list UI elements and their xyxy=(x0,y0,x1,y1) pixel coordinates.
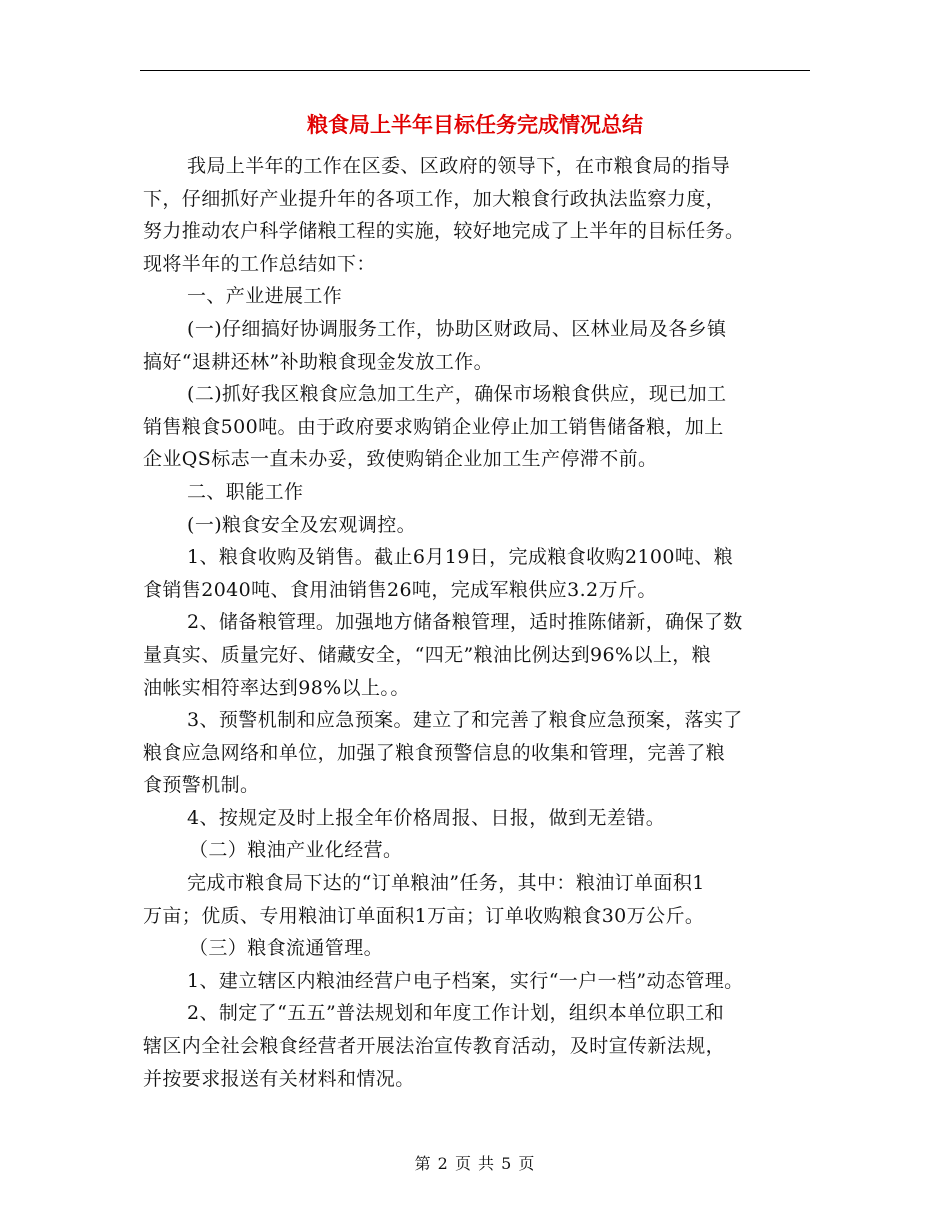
body-line: 努力推动农户科学储粮工程的实施，较好地完成了上半年的目标任务。 xyxy=(143,220,745,243)
body-line: 搞好“退耕还林”补助粮食现金发放工作。 xyxy=(143,350,494,373)
body-line: 企业QS标志一直未办妥，致使购销企业加工生产停滞不前。 xyxy=(143,448,658,471)
section-heading: 一、产业进展工作 xyxy=(187,285,343,308)
subsection-heading: (一)粮食安全及宏观调控。 xyxy=(187,513,417,536)
body-line: 现将半年的工作总结如下： xyxy=(143,252,376,275)
body-line: 并按要求报送有关材料和情况。 xyxy=(143,1067,415,1090)
document-body xyxy=(143,150,823,1095)
subsection-heading: （二）粮油产业化经营。 xyxy=(189,839,403,862)
body-line: 量真实、质量完好、储藏安全，“四无”粮油比例达到96%以上，粮 xyxy=(143,643,712,666)
body-line: (一)仔细搞好协调服务工作，协助区财政局、区林业局及各乡镇 xyxy=(187,317,727,340)
body-line: 食销售2040吨、食用油销售26吨，完成军粮供应3.2万斤。 xyxy=(143,578,657,601)
body-line: 4、按规定及时上报全年价格周报、日报，做到无差错。 xyxy=(187,806,666,829)
body-line: 销售粮食500吨。由于政府要求购销企业停止加工销售储备粮，加上 xyxy=(143,415,724,438)
body-line: 3、预警机制和应急预案。建立了和完善了粮食应急预案，落实了 xyxy=(187,709,743,732)
body-line: 万亩；优质、专用粮油订单面积1万亩；订单收购粮食30万公斤。 xyxy=(143,904,705,927)
subsection-heading: （三）粮食流通管理。 xyxy=(189,937,384,960)
body-line: 完成市粮食局下达的“订单粮油”任务，其中：粮油订单面积1 xyxy=(187,872,705,895)
document-title: 粮食局上半年目标任务完成情况总结 xyxy=(307,112,643,137)
section-heading: 二、职能工作 xyxy=(187,480,304,503)
body-line: 粮食应急网络和单位，加强了粮食预警信息的收集和管理，完善了粮 xyxy=(143,741,726,764)
body-line: (二)抓好我区粮食应急加工生产，确保市场粮食供应，现已加工 xyxy=(187,383,727,406)
body-line: 油帐实相符率达到98%以上。。 xyxy=(143,676,410,699)
body-line: 食预警机制。 xyxy=(143,774,260,797)
body-line: 下，仔细抓好产业提升年的各项工作，加大粮食行政执法监察力度， xyxy=(143,187,726,210)
body-line: 我局上半年的工作在区委、区政府的领导下，在市粮食局的指导 xyxy=(187,155,731,177)
body-line: 2、制定了“五五”普法规划和年度工作计划，组织本单位职工和 xyxy=(187,1002,725,1025)
header-rule xyxy=(140,70,810,71)
body-line: 辖区内全社会粮食经营者开展法治宣传教育活动，及时宣传新法规， xyxy=(143,1035,726,1058)
body-line: 1、粮食收购及销售。截止6月19日，完成粮食收购2100吨、粮 xyxy=(187,546,734,569)
body-line: 1、建立辖区内粮油经营户电子档案，实行“一户一档”动态管理。 xyxy=(187,969,744,992)
page-number: 第 2 页 共 5 页 xyxy=(414,1154,536,1173)
body-line: 2、储备粮管理。加强地方储备粮管理，适时推陈储新，确保了数 xyxy=(187,611,743,634)
